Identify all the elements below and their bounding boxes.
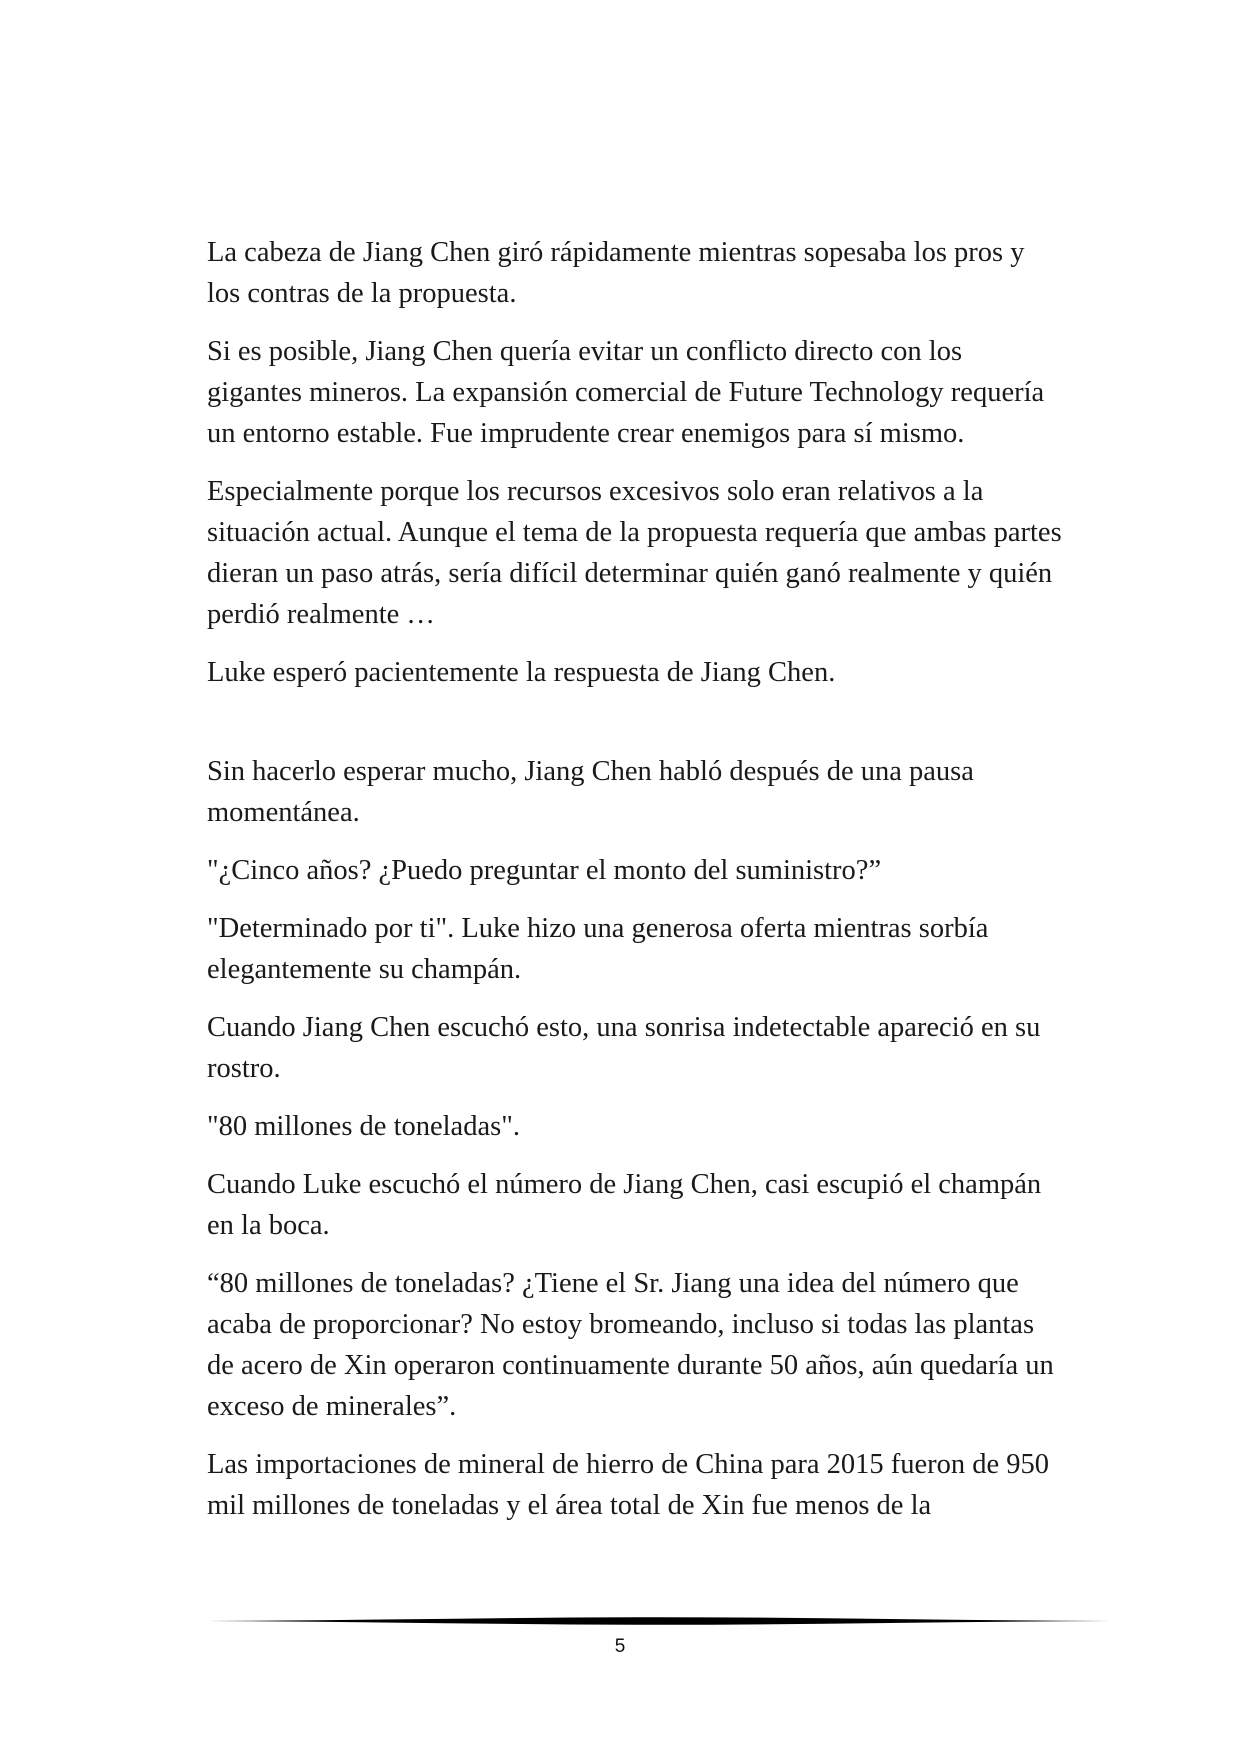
paragraph: Cuando Jiang Chen escuchó esto, una sonrisa indetectable apareció en su rostro. <box>207 1012 1041 1084</box>
body-text <box>207 232 1062 1543</box>
paragraph: "Determinado por ti". Luke hizo una generosa oferta mientras sorbía elegantemente su champán. <box>207 913 989 985</box>
paragraph: Si es posible, Jiang Chen quería evitar un conflicto directo con los gigantes mineros. La expansión comercial de Future Technology requería un entorno estable. Fue imprudente crear enemigos para sí mismo. <box>207 336 1045 449</box>
paragraph: Sin hacerlo esperar mucho, Jiang Chen habló después de una pausa momentánea. <box>207 756 974 828</box>
footer-divider <box>207 1616 1110 1626</box>
paragraph: "80 millones de toneladas". <box>207 1111 520 1142</box>
paragraph: "¿Cinco años? ¿Puedo preguntar el monto del suministro?” <box>207 855 882 886</box>
paragraph: Las importaciones de mineral de hierro de China para 2015 fueron de 950 mil millones de toneladas y el área total de Xin fue menos de la <box>207 1449 1050 1521</box>
paragraph: Especialmente porque los recursos excesivos solo eran relativos a la situación actual. Aunque el tema de la propuesta requería que ambas partes dieran un paso atrás, sería difícil determinar quién ganó realmente y quién perdió realmente … <box>207 476 1062 630</box>
paragraph: “80 millones de toneladas? ¿Tiene el Sr. Jiang una idea del número que acaba de proporcionar? No estoy bromeando, incluso si todas las plantas de acero de Xin operaron continuamente durante 50 años, aún quedaría un exceso de minerales”. <box>207 1268 1054 1422</box>
paragraph: Cuando Luke escuchó el número de Jiang Chen, casi escupió el champán en la boca. <box>207 1169 1042 1241</box>
page-number: 5 <box>614 1636 626 1657</box>
paragraph: La cabeza de Jiang Chen giró rápidamente mientras sopesaba los pros y los contras de la propuesta. <box>207 237 1025 309</box>
paragraph: Luke esperó pacientemente la respuesta de Jiang Chen. <box>207 657 836 688</box>
